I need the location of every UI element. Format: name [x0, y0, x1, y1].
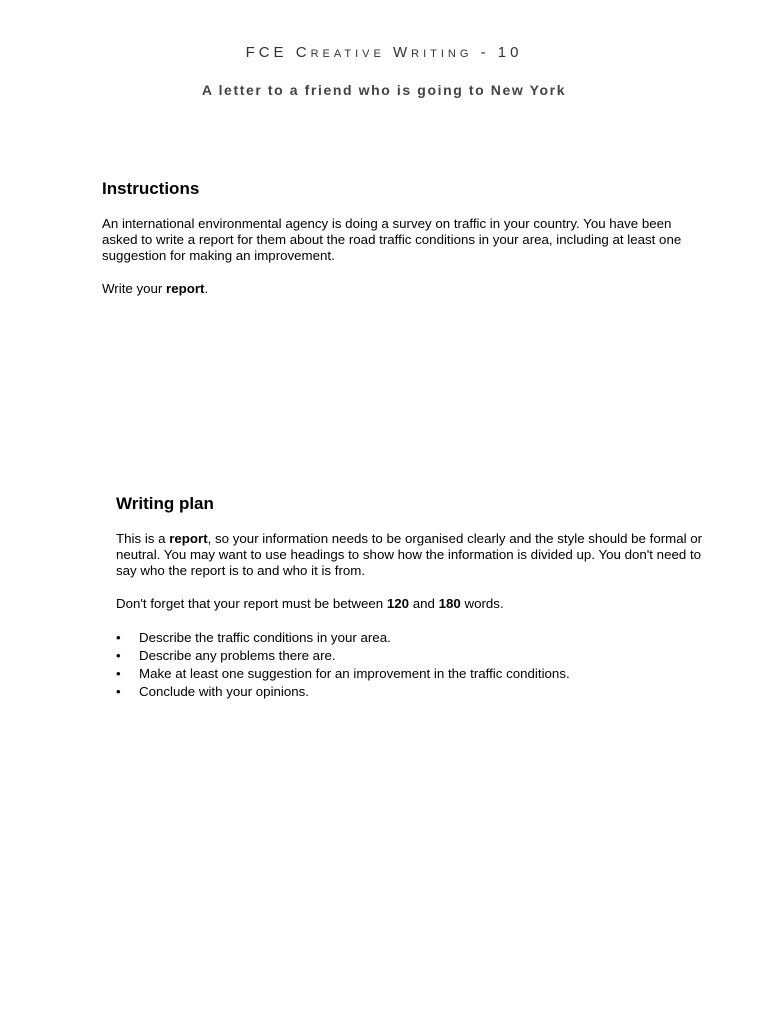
bullet-icon: • [116, 630, 121, 645]
word-count-paragraph [116, 596, 716, 612]
word-count-mid: and [409, 596, 439, 611]
task-keyword: report [166, 281, 205, 296]
list-item [116, 647, 716, 665]
instructions-task [102, 281, 702, 297]
writing-plan-paragraph [116, 531, 716, 579]
plan-prefix: This is a [116, 531, 170, 546]
task-prefix: Write your [102, 281, 167, 296]
word-count-min: 120 [386, 596, 410, 611]
instructions-heading: Instructions [102, 179, 200, 198]
writing-plan-section [116, 493, 716, 701]
word-count-suffix: words. [460, 596, 504, 611]
writing-plan-heading: Writing plan [116, 494, 214, 513]
plan-suffix: , so your information needs to be organised clearly and the style should be formal or neutral. You may want to use headings to show how the information is divided up. You don't need to say who the report is to and who it is from. [116, 531, 703, 578]
plan-bullet-list [116, 629, 716, 701]
list-item [116, 665, 716, 683]
bullet-icon: • [116, 648, 121, 663]
word-count-max: 180 [438, 596, 461, 611]
list-item-text: Make at least one suggestion for an improvement in the traffic conditions. [139, 666, 570, 681]
instructions-section [102, 178, 702, 314]
task-suffix: . [204, 281, 209, 296]
instructions-paragraph: An international environmental agency is doing a survey on traffic in your country. You have been asked to write a report for them about the road traffic conditions in your area, including at least one suggestion for making an improvement. [102, 216, 682, 263]
list-item-text: Conclude with your opinions. [139, 684, 310, 699]
word-count-prefix: Don't forget that your report must be between [116, 596, 387, 611]
list-item [116, 629, 716, 647]
page-subtitle: A letter to a friend who is going to New York [201, 82, 567, 98]
bullet-icon: • [116, 666, 121, 681]
list-item [116, 683, 716, 701]
plan-keyword: report [169, 531, 208, 546]
bullet-icon: • [116, 684, 121, 699]
list-item-text: Describe any problems there are. [139, 648, 336, 663]
list-item-text: Describe the traffic conditions in your area. [139, 630, 391, 645]
page-title: FCE Creative Writing - 10 [245, 44, 523, 61]
